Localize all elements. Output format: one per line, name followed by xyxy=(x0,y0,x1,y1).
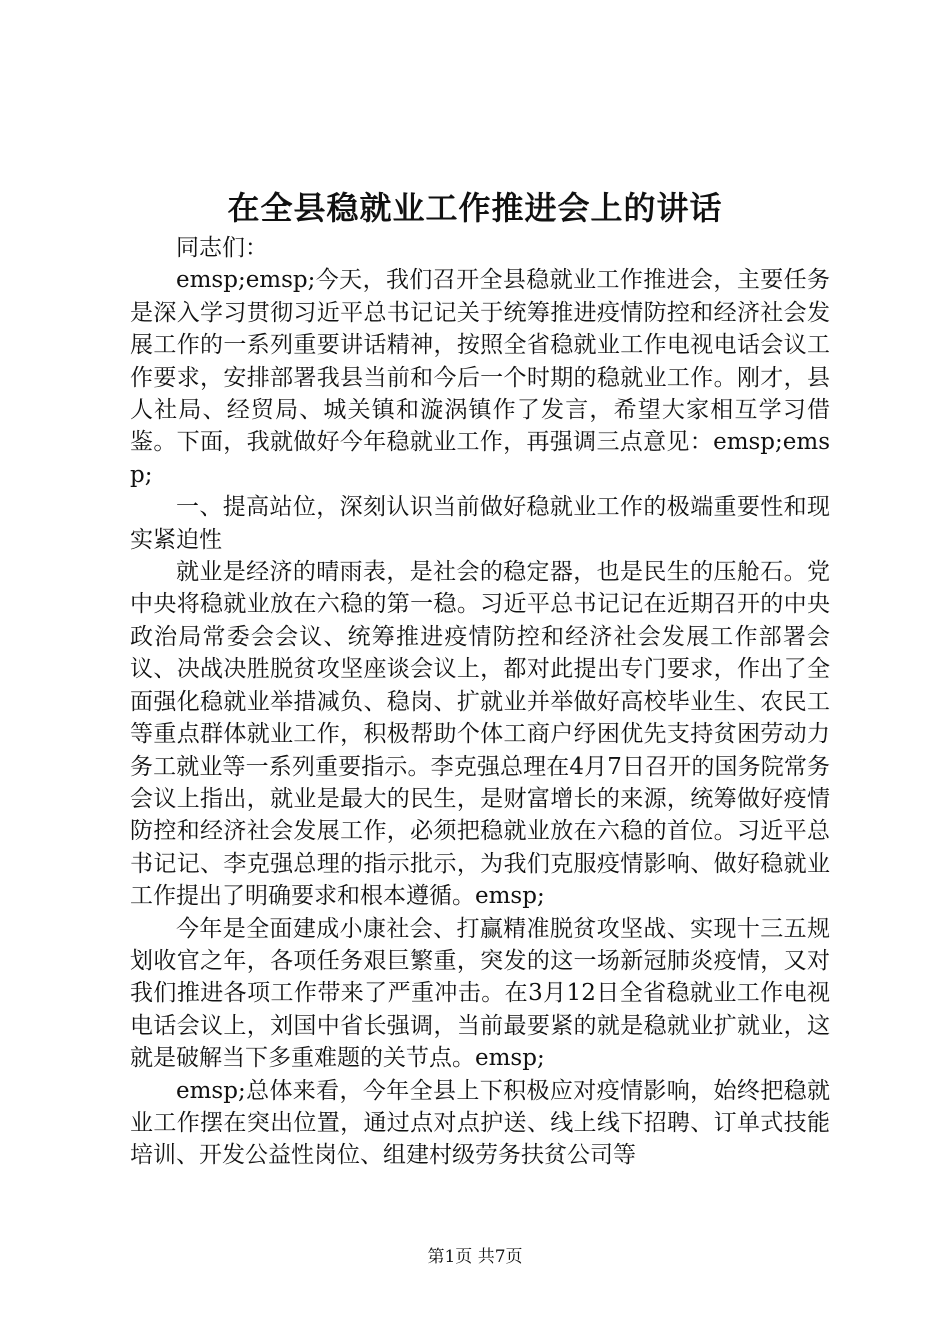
body-paragraph: emsp;总体来看，今年全县上下积极应对疫情影响，始终把稳就业工作摆在突出位置，通过点对点护送、线上线下招聘、订单式技能培训、开发公益性岗位、组建村级劳务扶贫公司等 xyxy=(130,1077,830,1169)
page-number-footer: 第1页 共7页 xyxy=(427,1247,523,1267)
salutation-paragraph: 同志们： xyxy=(176,235,268,261)
document-title: 在全县稳就业工作推进会上的讲话 xyxy=(227,189,723,227)
section-heading: 一、提高站位，深刻认识当前做好稳就业工作的极端重要性和现实紧迫性 xyxy=(130,494,830,553)
body-paragraph: 今年是全面建成小康社会、打赢精准脱贫攻坚战、实现十三五规划收官之年，各项任务艰巨繁重，突发的这一场新冠肺炎疫情，又对我们推进各项工作带来了严重冲击。在3月12日全省稳就业工作电视电话会议上，刘国中省长强调，当前最要紧的就是稳就业扩就业，这就是破解当下多重难题的关节点。emsp; xyxy=(130,915,830,1072)
body-paragraph: 就业是经济的晴雨表，是社会的稳定器，也是民生的压舱石。党中央将稳就业放在六稳的第一稳。习近平总书记记在近期召开的中央政治局常委会会议、统筹推进疫情防控和经济社会发展工作部署会议、决战决胜脱贫攻坚座谈会议上，都对此提出专门要求，作出了全面强化稳就业举措减负、稳岗、扩就业并举做好高校毕业生、农民工等重点群体就业工作，积极帮助个体工商户纾困优先支持贫困劳动力务工就业等一系列重要指示。李克强总理在4月7日召开的国务院常务会议上指出，就业是最大的民生，是财富增长的来源，统筹做好疫情防控和经济社会发展工作，必须把稳就业放在六稳的首位。习近平总书记记、李克强总理的指示批示，为我们克服疫情影响、做好稳就业工作提出了明确要求和根本遵循。emsp; xyxy=(130,559,830,910)
intro-paragraph: emsp;emsp;今天，我们召开全县稳就业工作推进会，主要任务是深入学习贯彻习近平总书记记关于统筹推进疫情防控和经济社会发展工作的一系列重要讲话精神，按照全省稳就业工作电视电话会议工作要求，安排部署我县当前和今后一个时期的稳就业工作。刚才，县人社局、经贸局、城关镇和漩涡镇作了发言，希望大家相互学习借鉴。下面，我就做好今年稳就业工作，再强调三点意见：emsp;emsp; xyxy=(130,267,830,488)
document-body xyxy=(130,232,830,1172)
